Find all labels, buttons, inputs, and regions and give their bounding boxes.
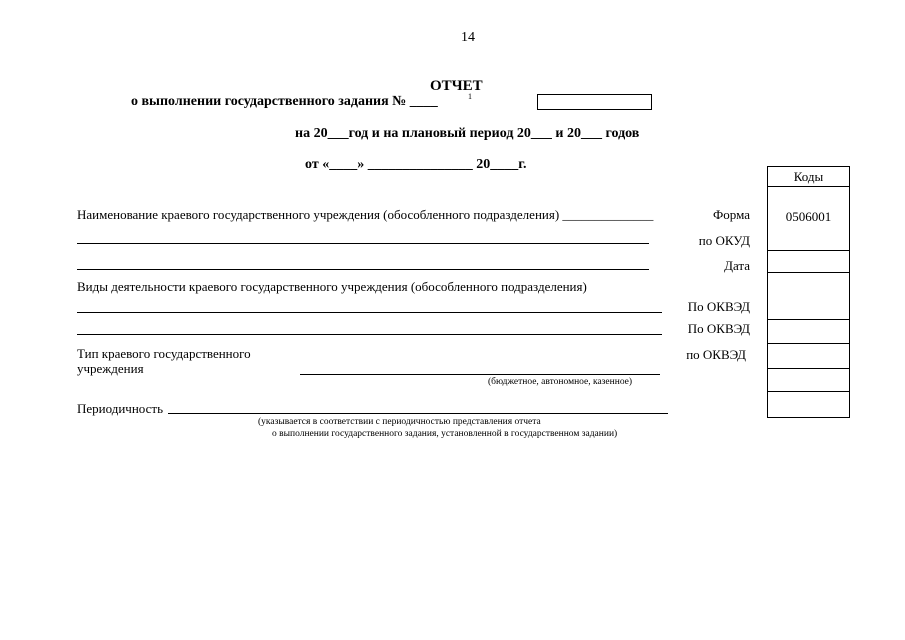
okved-code-cell-1[interactable]: [768, 273, 849, 320]
date-line: от «____» _______________ 20____г.: [305, 157, 527, 172]
report-subtitle: о выполнении государственного задания № ____: [131, 94, 438, 109]
institution-type-label-2: учреждения: [77, 361, 144, 376]
report-title: ОТЧЕТ: [430, 78, 483, 94]
institution-type-line[interactable]: [300, 374, 660, 375]
activity-line-2[interactable]: [77, 334, 662, 335]
institution-name-line-3[interactable]: [77, 269, 649, 270]
institution-type-label-1: Тип краевого государственного: [77, 346, 251, 361]
codes-header: Коды: [768, 167, 849, 187]
periodicity-hint-2: о выполнении государственного задания, установленной в государственном задании): [272, 429, 618, 439]
codes-table: [767, 166, 850, 418]
task-number-box[interactable]: [537, 94, 652, 110]
page-number: 14: [461, 30, 475, 45]
activity-line-1[interactable]: [77, 312, 662, 313]
okved-label-2: По ОКВЭД: [687, 321, 750, 336]
periodicity-code-cell[interactable]: [768, 392, 849, 418]
institution-name-label: Наименование краевого государственного учреждения (обособленного подразделения) ______________: [77, 207, 654, 222]
period-line: на 20___год и на плановый период 20___ и 20___ годов: [295, 126, 640, 141]
institution-type-hint: (бюджетное, автономное, казенное): [488, 377, 633, 387]
periodicity-hint-1: (указывается в соответствии с периодичностью представления отчета: [258, 417, 541, 427]
footnote-mark: 1: [468, 92, 472, 101]
okved-label-1: По ОКВЭД: [687, 299, 750, 314]
forma-label: Форма: [713, 207, 750, 222]
institution-name-line-2[interactable]: [77, 243, 649, 244]
okved-code-cell-4[interactable]: [768, 369, 849, 392]
periodicity-label: Периодичность: [77, 401, 164, 416]
okved-code-cell-2[interactable]: [768, 320, 849, 344]
activity-types-label: Виды деятельности краевого государственного учреждения (обособленного подразделения): [77, 279, 587, 294]
form-code-cell[interactable]: 0506001: [768, 187, 849, 251]
okud-label: по ОКУД: [698, 233, 750, 248]
okved-code-cell-3[interactable]: [768, 344, 849, 369]
date-label: Дата: [724, 258, 750, 273]
okved-label-3: по ОКВЭД: [686, 347, 746, 362]
date-code-cell[interactable]: [768, 251, 849, 273]
periodicity-line[interactable]: [168, 413, 668, 414]
